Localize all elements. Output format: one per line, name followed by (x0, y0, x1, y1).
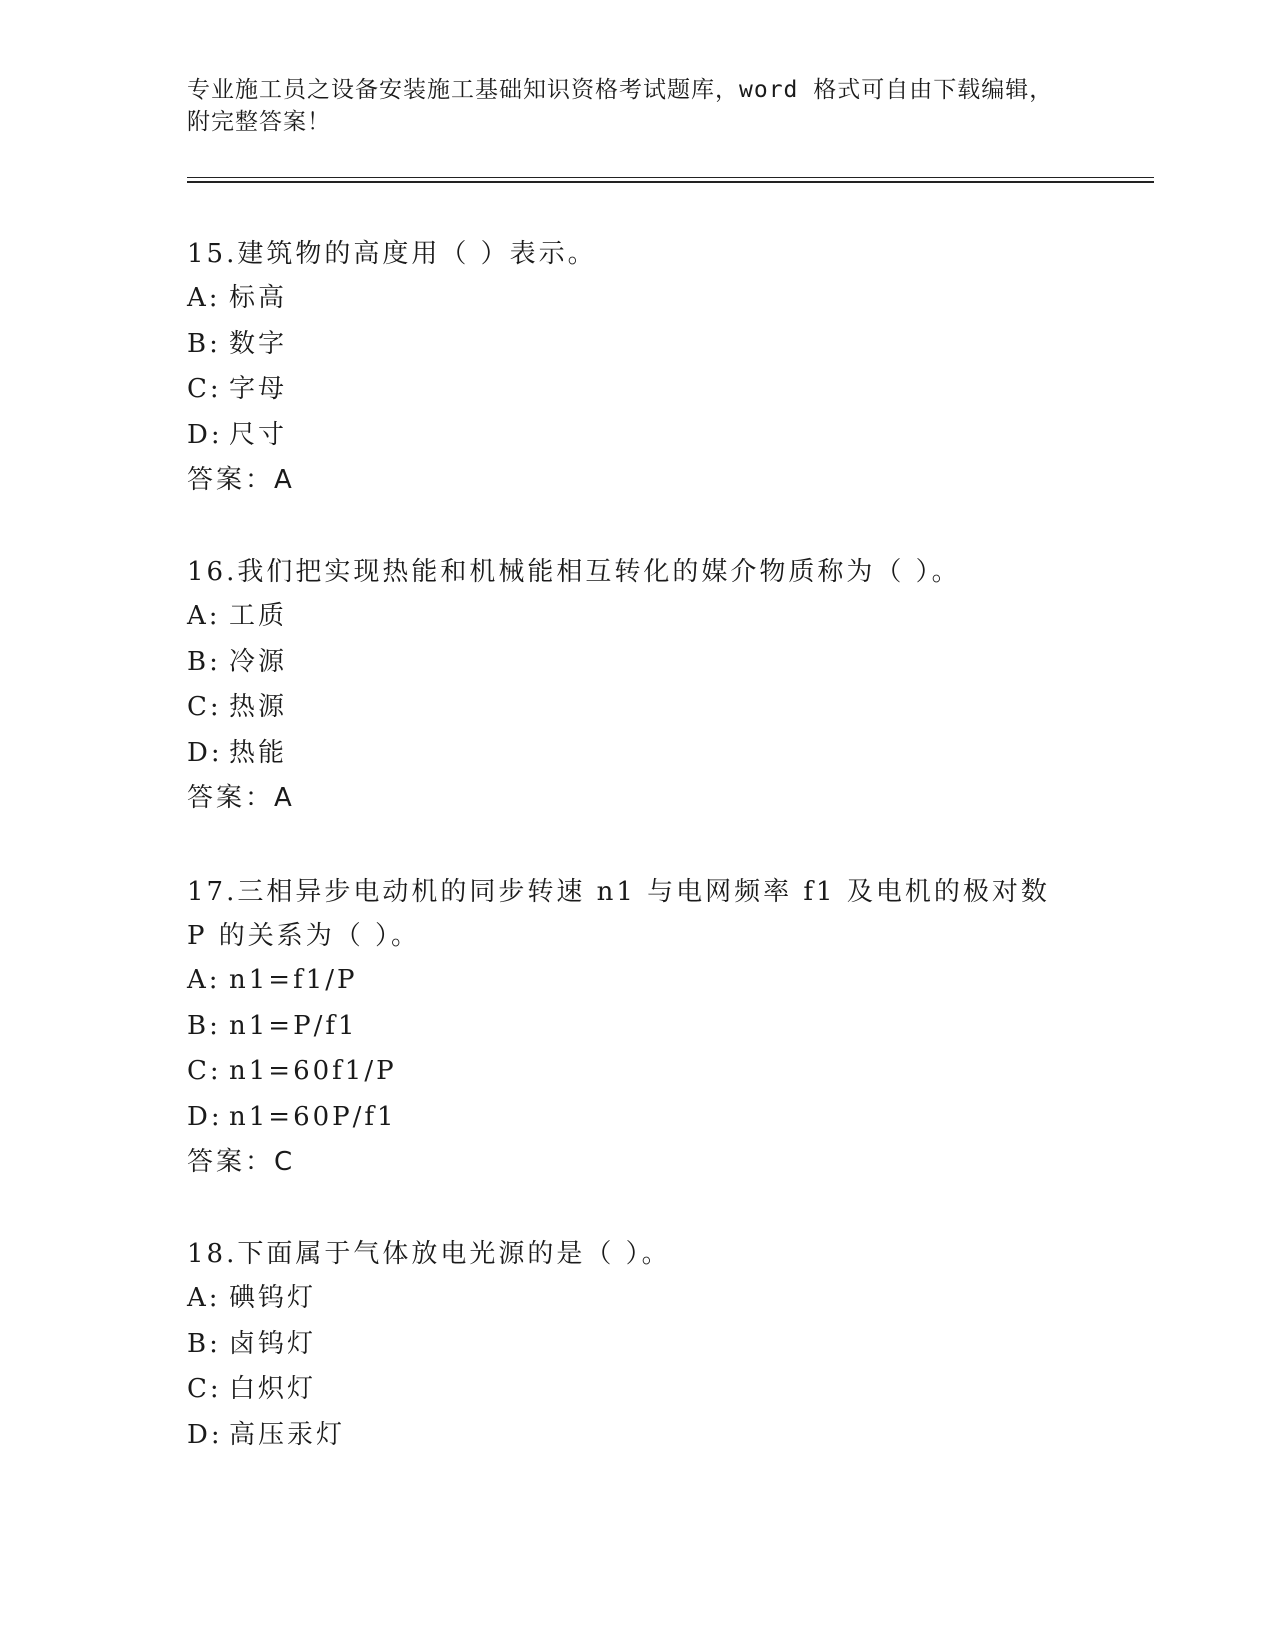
header-divider-bottom (187, 181, 1154, 183)
header-line-1: 专业施工员之设备安装施工基础知识资格考试题库，word 格式可自由下载编辑， (187, 77, 1054, 103)
option-key: D: (187, 1419, 223, 1450)
option-text: n1=60P/f1 (229, 1101, 397, 1132)
option-c (187, 1049, 1087, 1095)
answer-line: 答案：A (187, 465, 295, 495)
question-18 (187, 1232, 1087, 1458)
option-d (187, 731, 1087, 777)
option-a (187, 594, 1087, 640)
option-key: B: (187, 1010, 221, 1041)
option-text: 卤钨灯 (229, 1328, 317, 1359)
option-c (187, 1367, 1087, 1413)
option-d (187, 1413, 1087, 1459)
option-text: 工质 (229, 601, 288, 631)
option-key: D: (187, 419, 223, 450)
option-key: B: (187, 646, 221, 677)
option-text: n1=60f1/P (229, 1056, 397, 1086)
option-key: C: (187, 374, 222, 404)
option-b (187, 322, 1087, 368)
question-stem: 15.建筑物的高度用（ ）表示。 (187, 239, 597, 269)
option-key: C: (187, 1374, 222, 1404)
option-key: A: (187, 965, 221, 995)
option-text: 字母 (229, 374, 288, 404)
option-key: B: (187, 328, 221, 359)
option-key: A: (187, 1283, 221, 1313)
option-a (187, 276, 1087, 322)
answer-line: 答案：A (187, 783, 295, 813)
header-divider-top (187, 177, 1154, 178)
option-text: n1=f1/P (229, 965, 358, 995)
question-15 (187, 232, 1087, 503)
option-c (187, 685, 1087, 731)
option-key: B: (187, 1328, 221, 1359)
option-key: C: (187, 1056, 222, 1086)
option-key: A: (187, 601, 221, 631)
question-stem: 16.我们把实现热能和机械能相互转化的媒介物质称为（ ）。 (187, 557, 961, 587)
question-16 (187, 550, 1087, 821)
option-text: 冷源 (229, 646, 288, 677)
option-text: 白炽灯 (229, 1374, 317, 1404)
option-d (187, 413, 1087, 459)
document-header (187, 74, 1067, 138)
option-text: 热能 (229, 737, 288, 768)
question-stem: 18.下面属于气体放电光源的是（ ）。 (187, 1239, 671, 1269)
option-text: 标高 (229, 283, 288, 313)
option-text: n1=P/f1 (229, 1010, 358, 1041)
option-key: D: (187, 737, 223, 768)
option-text: 尺寸 (229, 419, 288, 450)
option-text: 热源 (229, 692, 288, 722)
option-text: 数字 (229, 328, 288, 359)
option-c (187, 367, 1087, 413)
option-key: A: (187, 283, 221, 313)
option-b (187, 1322, 1087, 1368)
option-d (187, 1095, 1087, 1141)
option-b (187, 640, 1087, 686)
option-text: 高压汞灯 (229, 1419, 346, 1450)
question-17 (187, 870, 1087, 1185)
option-text: 碘钨灯 (229, 1283, 317, 1313)
header-line-2: 附完整答案！ (187, 109, 331, 135)
answer-line: 答案：C (187, 1147, 296, 1177)
option-key: D: (187, 1101, 223, 1132)
option-key: C: (187, 692, 222, 722)
option-b (187, 1004, 1087, 1050)
option-a (187, 1276, 1087, 1322)
option-a (187, 958, 1087, 1004)
question-stem: 17.三相异步电动机的同步转速 n1 与电网频率 f1 及电机的极对数 P 的关系为（ ）。 (187, 877, 1050, 951)
